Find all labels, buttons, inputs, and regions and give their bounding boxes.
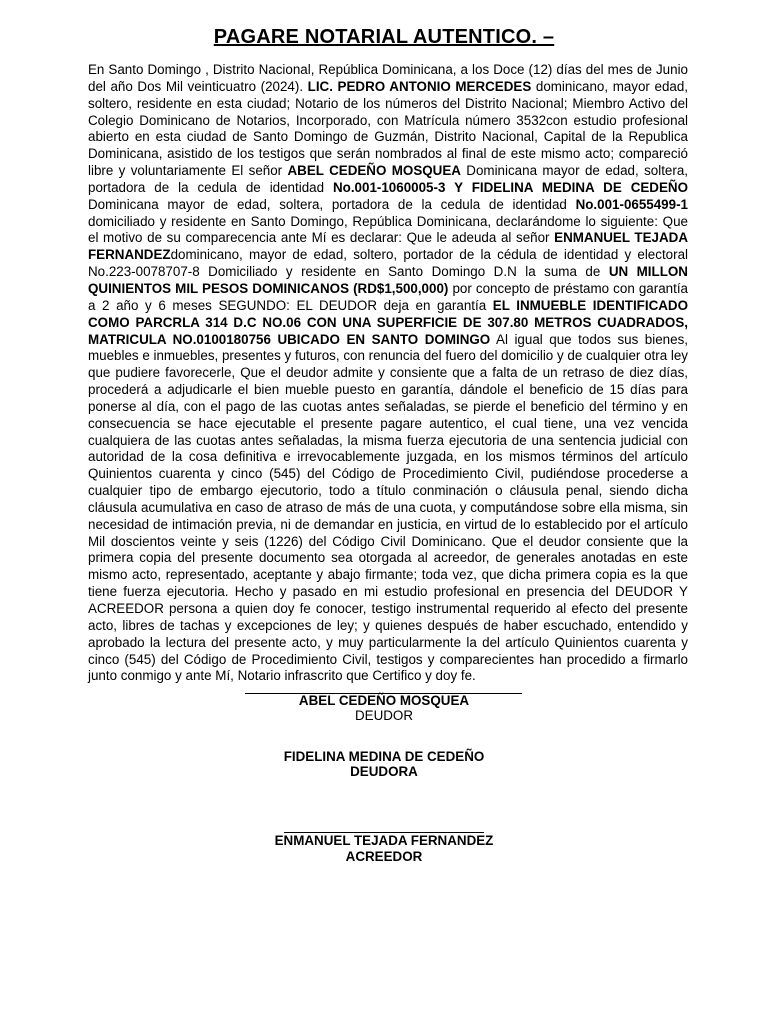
paragraph-run: En Santo Domingo , Distrito Nacional, República Dominicana, a los Doce (12) días del mes de Junio del año Dos Mil veinticuatro (2024). [88, 62, 688, 94]
paragraph-run: domiciliado y residente en Santo Domingo, República Dominicana, declarándome lo siguiente: Que el motivo de su comparecencia ante Mí es declarar: Que le adeuda al señor [88, 213, 688, 246]
paragraph-bold-run: EL INMUEBLE IDENTIFICADO COMO PARCRLA 314 D.C NO.06 CON UNA SUPERFICIE DE 307.80 METROS CUADRADOS, MATRICULA NO.0100180756 UBICADO EN SANTO DOMINGO [88, 297, 688, 347]
paragraph-run: Al igual que todos sus bienes, muebles e inmuebles, presentes y futuros, con renuncia del fuero del domicilio y de cualquier otra ley que pudiere favorecerle, Que el deudor admite y consiente que a falta de un retraso de diez días, procederá a adjudicarle el bien mueble puesto en garantía, dándole el beneficio de 15 días para ponerse al día, con el pago de las cuotas antes señaladas, se pierde el beneficio del término y en consecuencia se hace ejecutable el presente pagare autentico, el cual tiene, una vez vencida cualquiera de las cuotas antes señaladas, la misma fuerza ejecutoria de una sentencia judicial con autoridad de la cosa definitiva e irrevocablemente juzgada, en los mismos términos del artículo Quinientos cuarenta y cinco (545) del Código de Procedimiento Civil, pudiéndose procederse a cualquier tipo de embargo ejecutorio, todo a título conminación o cláusula penal, siendo dicha cláusula acumulativa en caso de atraso de más de una cuota, y computándose sobre ella misma, sin necesidad de intimación previa, ni de demandar en justicia, en virtud de lo establecido por el artículo Mil doscientos veinte y seis (1226) del Código Civil Dominicano. Que el deudor consiente que la primera copia del presente documento sea otorgada al acreedor, de generales anotadas en este mismo acto, representado, aceptante y abajo firmante; toda vez, que dicha primera copia es la que tiene fuerza ejecutoria. Hecho y pasado en mi estudio profesional en presencia del DEUDOR Y ACREEDOR persona a quien doy fe conocer, testigo instrumental requerido al efecto del presente acto, libres de tachas y excepciones de ley; y quienes después de haber escuchado, entendido y aprobado la lectura del presente acto, y muy particularmente la del artículo Quinientos cuarenta y cinco (545) del Código de Procedimiento Civil, testigos y comparecientes han procedido a firmarlo junto conmigo y ante Mí, Notario infrascrito que Certifico y doy fe. [88, 331, 688, 684]
paragraph-bold-run: ENMANUEL TEJADA FERNANDEZ [88, 230, 688, 263]
document-title: PAGARE NOTARIAL AUTENTICO. – [213, 26, 555, 48]
creditor-role: ACREEDOR [345, 849, 423, 864]
debtor2-name: FIDELINA MEDINA DE CEDEÑO [283, 749, 485, 764]
debtor2-role: DEUDORA [350, 764, 418, 779]
paragraph-bold-run: UN MILLON QUINIENTOS MIL PESOS DOMINICANOS (RD$1,500,000) [88, 264, 688, 296]
paragraph-run: dominicano, mayor de edad, soltero, portador de la cédula de identidad y electoral No.223-0078707-8 Domiciliado y residente en Santo Domingo D.N la suma de [88, 247, 688, 280]
paragraph-bold-run: No.001-1060005-3 Y FIDELINA MEDINA DE CEDEÑO [332, 179, 688, 195]
document-body-paragraph [88, 62, 688, 685]
creditor-name: ENMANUEL TEJADA FERNANDEZ [274, 833, 494, 848]
paragraph-run: dominicano, mayor edad, soltero, residente en esta ciudad; Notario de los números del Distrito Nacional; Miembro Activo del Colegio Dominicano de Notarios, Incorporado, con Matrícula número 3532con estudio profesional abierto en esta ciudad de Santo Domingo de Guzmán, Distrito Nacional, Capital de la Republica Dominicana, asistido de los testigos que serán nombrados al final de este mismo acto; compareció libre y voluntariamente El señor [88, 78, 689, 179]
debtor-name: ABEL CEDEÑO MOSQUEA [298, 693, 470, 708]
debtor-role: DEUDOR [354, 708, 414, 723]
paragraph-run: por concepto de préstamo con garantía a 2 año y 6 meses SEGUNDO: EL DEUDOR deja en garantía [88, 280, 688, 313]
paragraph-run: Dominicana mayor de edad, soltera, portadora de la cedula de identidad [88, 163, 688, 195]
paragraph-bold-run: LIC. PEDRO ANTONIO MERCEDES [307, 78, 532, 94]
paragraph-run: Dominicana mayor de edad, soltera, portadora de la cedula de identidad [88, 196, 576, 212]
paragraph-bold-run: ABEL CEDEÑO MOSQUEA [287, 163, 461, 179]
paragraph-bold-run: No.001-0655499-1 [575, 196, 688, 212]
